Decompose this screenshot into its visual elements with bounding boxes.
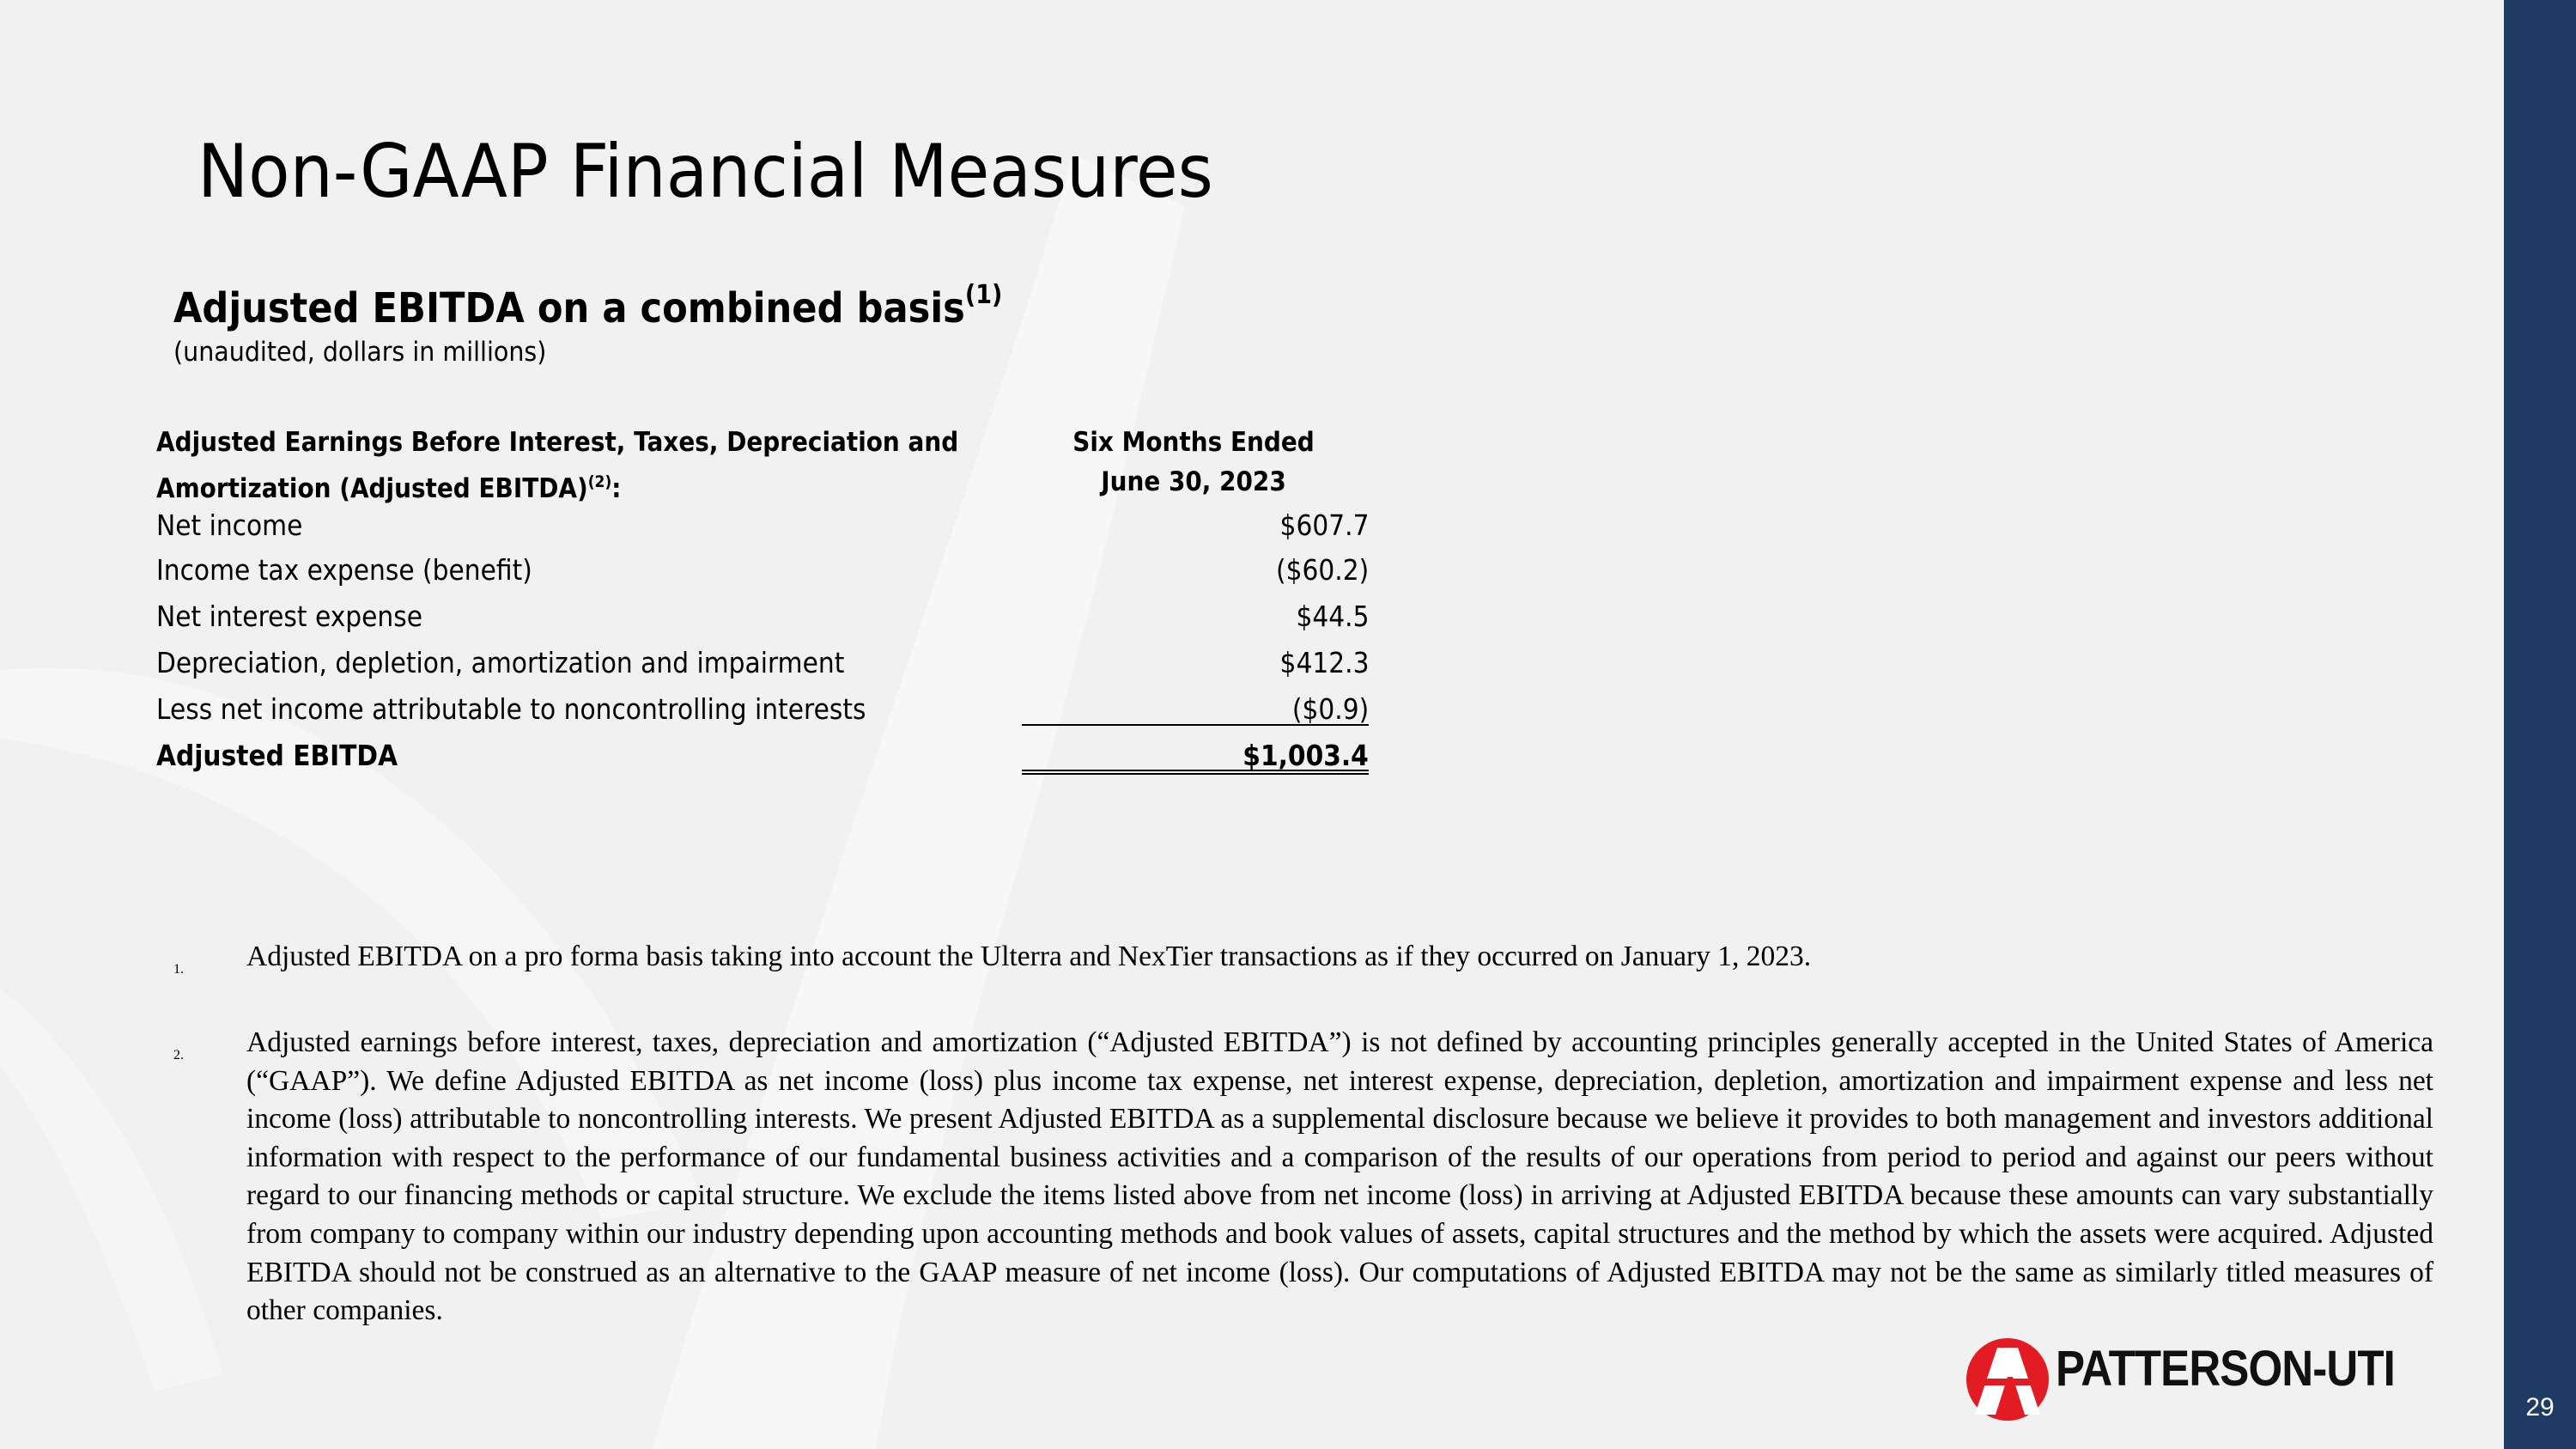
table-row	[156, 641, 1369, 685]
row-label: Income tax expense (benefit)	[156, 553, 532, 587]
footnote-number: 2.	[173, 1048, 184, 1062]
company-logo-text: PATTERSON-UTI	[2056, 1341, 2395, 1397]
table-header-label	[156, 423, 958, 508]
total-double-rule	[1022, 770, 1369, 775]
table-header-footnote-ref: (2)	[587, 472, 612, 491]
row-value: ($60.2)	[1275, 553, 1369, 587]
row-label: Net interest expense	[156, 600, 422, 633]
table-header-label-line1: Adjusted Earnings Before Interest, Taxes, Depreciation and	[156, 427, 959, 458]
row-value: $607.7	[1279, 508, 1369, 542]
row-value: $412.3	[1279, 646, 1369, 679]
table-header-period-line1: Six Months Ended	[1072, 427, 1315, 458]
row-value: $1,003.4	[1242, 739, 1369, 772]
row-value: ($0.9)	[1291, 692, 1369, 726]
table-header-period-line2: June 30, 2023	[1101, 466, 1286, 497]
section-heading-text: Adjusted EBITDA on a combined basis	[173, 284, 965, 332]
table-row	[156, 594, 1369, 639]
row-value: $44.5	[1295, 600, 1369, 633]
right-accent-bar	[2504, 0, 2576, 1449]
row-label: Net income	[156, 508, 303, 542]
footnote-text: Adjusted earnings before interest, taxes, depreciation and amortization (“Adjusted EBITDA”) is not defined by accounting principles generally accepted in the United States of America (“GAAP”). We define Adjusted EBITDA as net income (loss) plus income tax expense, net interest expense, depreciation, depletion, amortization and impairment expense and less net income (loss) attributable to noncontrolling interests. We present Adjusted EBITDA as a supplemental disclosure because we believe it provides to both management and investors additional information with respect to the performance of our fundamental business activities and a comparison of the results of our operations from period to period and against our peers without regard to our financing methods or capital structure. We exclude the items listed above from net income (loss) in arriving at Adjusted EBITDA because these amounts can vary substantially from company to company within our industry depending upon accounting methods and book values of assets, capital structures and the method by which the assets were acquired. Adjusted EBITDA should not be construed as an alternative to the GAAP measure of net income (loss). Our computations of Adjusted EBITDA may not be the same as similarly titled measures of other companies.	[246, 1026, 2433, 1327]
table-row	[156, 503, 1369, 548]
footnote-text: Adjusted EBITDA on a pro forma basis taking into account the Ulterra and NexTier transactions as if they occurred on January 1, 2023.	[246, 941, 1812, 972]
page-number: 29	[2525, 1393, 2555, 1422]
footnote-number: 1.	[173, 962, 184, 977]
row-label: Less net income attributable to noncontrolling interests	[156, 692, 866, 726]
table-header-period	[1039, 423, 1348, 502]
table-row	[156, 548, 1369, 593]
table-header-label-line2: Amortization (Adjusted EBITDA)$^{(2)}$:	[156, 472, 622, 504]
units-note: (unaudited, dollars in millions)	[173, 337, 547, 368]
section-heading	[173, 280, 1002, 332]
row-label: Depreciation, depletion, amortization and impairment	[156, 646, 845, 679]
section-heading-footnote-ref: (1)	[964, 280, 1003, 310]
row-label: Adjusted EBITDA	[156, 739, 398, 772]
slide-title: Non-GAAP Financial Measures	[197, 129, 1213, 215]
subtotal-rule	[1022, 724, 1369, 726]
